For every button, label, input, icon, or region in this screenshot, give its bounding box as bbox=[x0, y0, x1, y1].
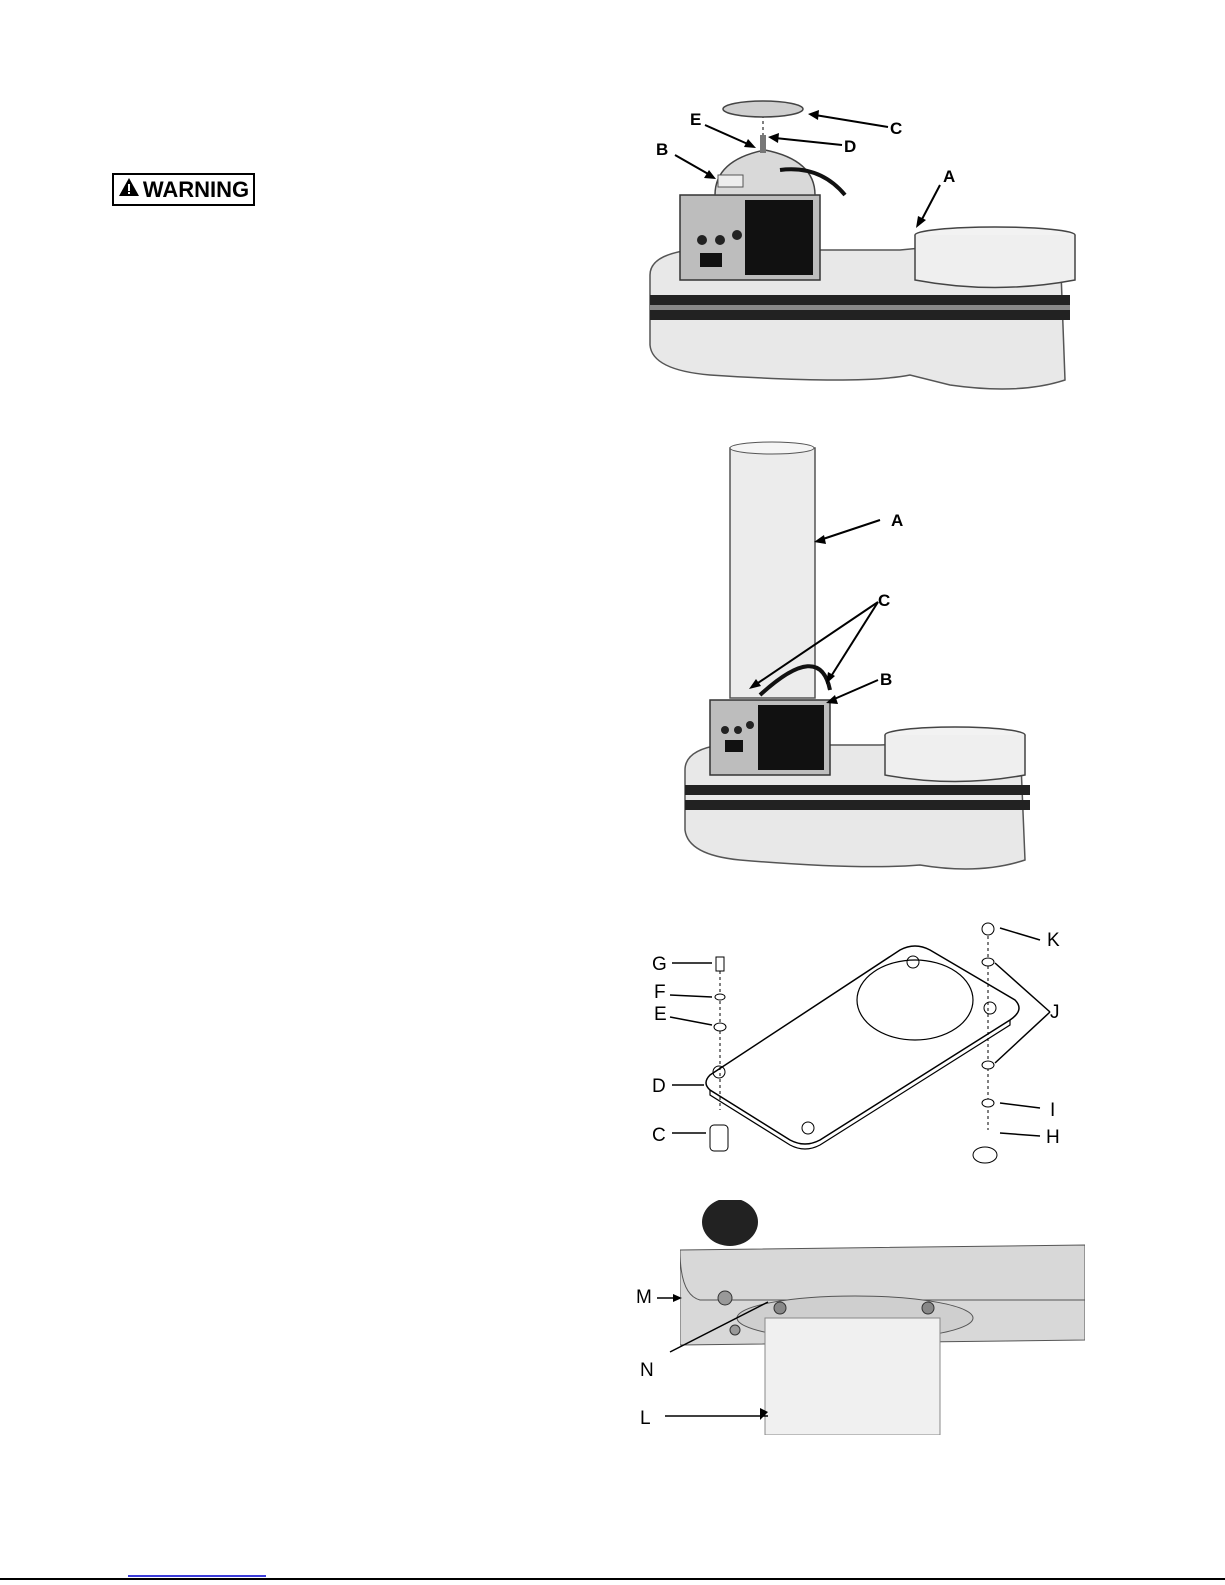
callout-D: D bbox=[844, 137, 857, 156]
footer-link-underline[interactable] bbox=[128, 1575, 266, 1577]
callout-C: C bbox=[890, 119, 903, 138]
callout-M4: M bbox=[636, 1287, 652, 1308]
callout-D3: D bbox=[652, 1076, 666, 1097]
callout-F3: F bbox=[654, 982, 666, 1003]
callout-J3: J bbox=[1050, 1002, 1060, 1023]
callout-L4: L bbox=[640, 1408, 651, 1429]
figure-base-plate bbox=[640, 915, 1080, 1170]
callout-H3: H bbox=[1046, 1127, 1060, 1148]
callout-K3: K bbox=[1047, 930, 1060, 951]
callout-B2: B bbox=[880, 670, 893, 689]
callout-E3: E bbox=[654, 1004, 667, 1025]
warning-label: WARNING bbox=[142, 176, 250, 202]
callout-C2: C bbox=[878, 591, 891, 610]
callout-B: B bbox=[656, 140, 669, 159]
callout-C3: C bbox=[652, 1125, 666, 1146]
callout-A: A bbox=[943, 167, 956, 186]
callout-G3: G bbox=[652, 954, 667, 975]
callout-A2: A bbox=[891, 511, 904, 530]
callout-I3: I bbox=[1050, 1100, 1056, 1121]
figure4-leaders bbox=[640, 1290, 770, 1430]
footer-rule bbox=[0, 1578, 1225, 1580]
warning-badge bbox=[112, 173, 255, 206]
callout-E: E bbox=[690, 110, 702, 129]
callout-N4: N bbox=[640, 1360, 654, 1381]
warning-triangle-icon bbox=[118, 177, 140, 203]
figure-column-assembly bbox=[680, 440, 1040, 885]
